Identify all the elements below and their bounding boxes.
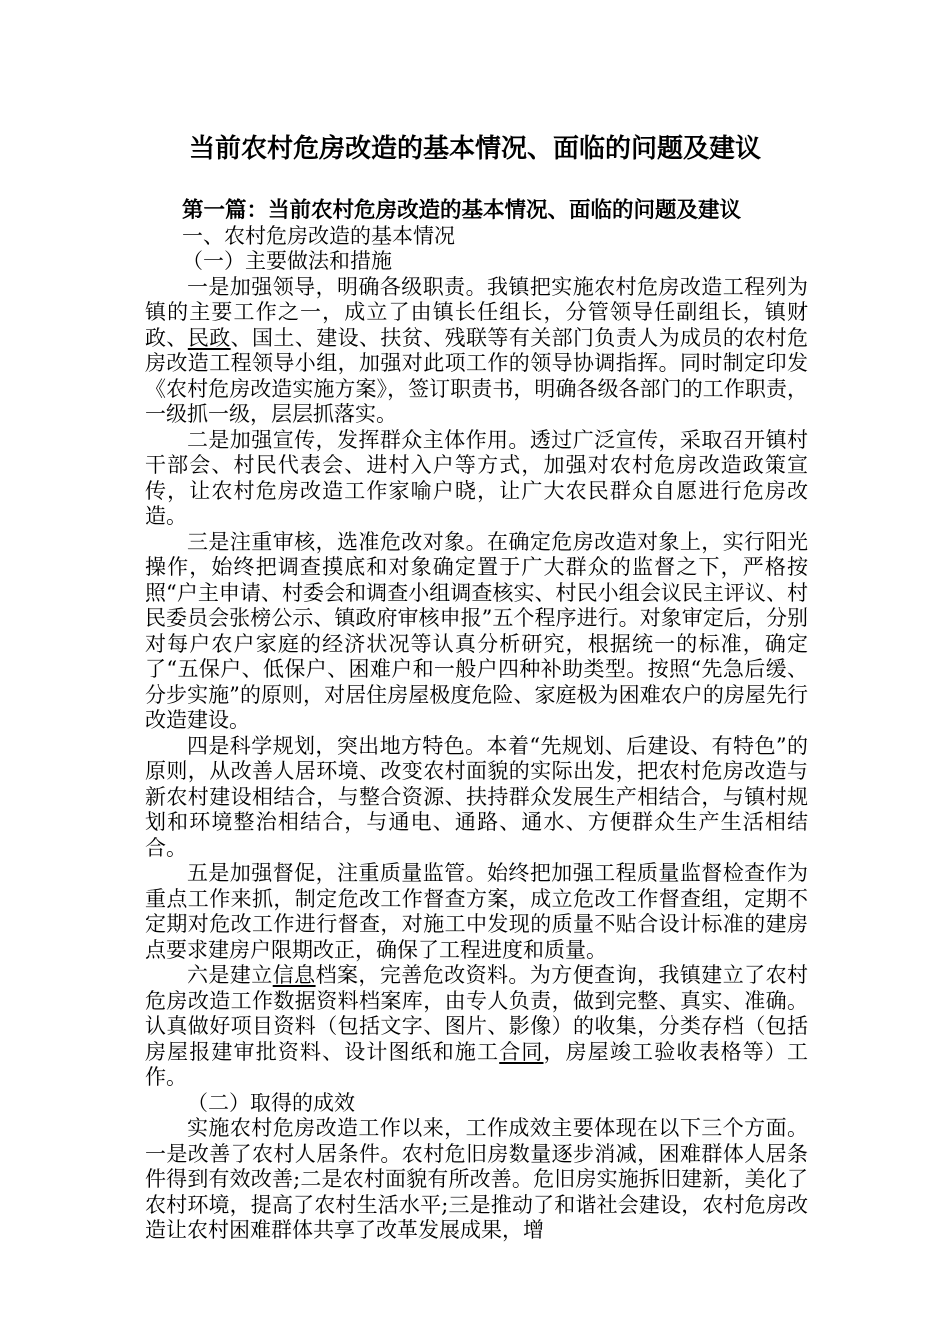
paragraph-review: 三是注重审核，选准危改对象。在确定危房改造对象上，实行阳光操作，始终把调查摸底和对象确定置于广大群众的监督之下，严格按照“户主申请、村委会和调查小组调查核实、村民小组会议民主评议、村民委员会张榜公示、镇政府审核申报”五个程序进行。对象审定后，分别对每户农户家庭的经济状况等认真分析研究，根据统一的标准，确定了“五保户、低保户、困难户和一般户四种补助类型。按照“先急后缓、分步实施”的原则，对居住房屋极度危险、家庭极为困难农户的房屋先行改造建设。	[145, 529, 808, 732]
paragraph-text: ，房屋竣工验收表格等）工作。	[145, 1039, 809, 1089]
paragraph-publicity: 二是加强宣传，发挥群众主体作用。透过广泛宣传，采取召开镇村干部会、村民代表会、进村入户等方式，加强对农村危房改造政策宣传，让农村危房改造工作家喻户晓，让广大农民群众自愿进行危房改造。	[145, 427, 808, 528]
paragraph-planning: 四是科学规划，突出地方特色。本着“先规划、后建设、有特色”的原则，从改善人居环境、改变农村面貌的实际出发，把农村危房改造与新农村建设相结合，与整合资源、扶持群众发展生产相结合，与镇村规划和环境整治相结合，与通电、通路、通水、方便群众生产生活相结合。	[145, 733, 808, 860]
section-title: 第一篇：当前农村危房改造的基本情况、面临的问题及建议	[182, 198, 742, 223]
paragraph-text: 、国土、建设、扶贫、残联等有关部门负责人为成员的农村危房改造工程领导小组，加强对此项工作的领导协调指挥。同时制定印发《农村危房改造实施方案》，签订职责书，明确各级各部门的工作职责，一级抓一级，层层抓落实。	[145, 325, 809, 426]
document-body	[145, 198, 808, 1244]
paragraph-archives	[145, 963, 808, 1091]
paragraph-text: 一是加强领导，明确各级职责。我镇把实施农村危房改造工程列为镇的主要工作之一，成立了由镇长任组长，分管领导任副组长，镇财政、	[145, 274, 808, 350]
subheading-measures: （一）主要做法和措施	[182, 249, 392, 273]
document-title: 当前农村危房改造的基本情况、面临的问题及建议	[188, 134, 761, 164]
link-hetong[interactable]: 合同	[499, 1039, 544, 1064]
heading-basic-situation: 一、农村危房改造的基本情况	[182, 223, 455, 248]
paragraph-supervision: 五是加强督促，注重质量监管。始终把加强工程质量监督检查作为重点工作来抓，制定危改工作督查方案，成立危改工作督查组，定期不定期对危改工作进行督查，对施工中发现的质量不贴合设计标准的建房点要求建房户限期改正，确保了工程进度和质量。	[145, 861, 808, 962]
link-xinxi[interactable]: 信息	[272, 963, 316, 987]
paragraph-text: 六是建立	[187, 963, 273, 987]
link-minzheng[interactable]: 民政	[187, 325, 231, 350]
paragraph-leadership	[145, 275, 808, 428]
paragraph-text: 档案，完善危改资料。为方便查询，我镇建立了农村危房改造工作数据资料档案库，由专人负责，做到完整、真实、准确。认真做好项目资料（包括文字、图片、影像）的收集，分类存档（包括房屋报建审批资料、设计图纸和施工	[145, 963, 809, 1064]
paragraph-results: 实施农村危房改造工作以来，工作成效主要体现在以下三个方面。一是改善了农村人居条件。农村危旧房数量逐步消减，困难群体人居条件得到有效改善;二是农村面貌有所改善。危旧房实施拆旧建新，美化了农村环境，提高了农村生活水平;三是推动了和谐社会建设，农村危房改造让农村困难群体共享了改革发展成果，增	[145, 1116, 808, 1242]
subheading-results: （二）取得的成效	[187, 1090, 355, 1115]
